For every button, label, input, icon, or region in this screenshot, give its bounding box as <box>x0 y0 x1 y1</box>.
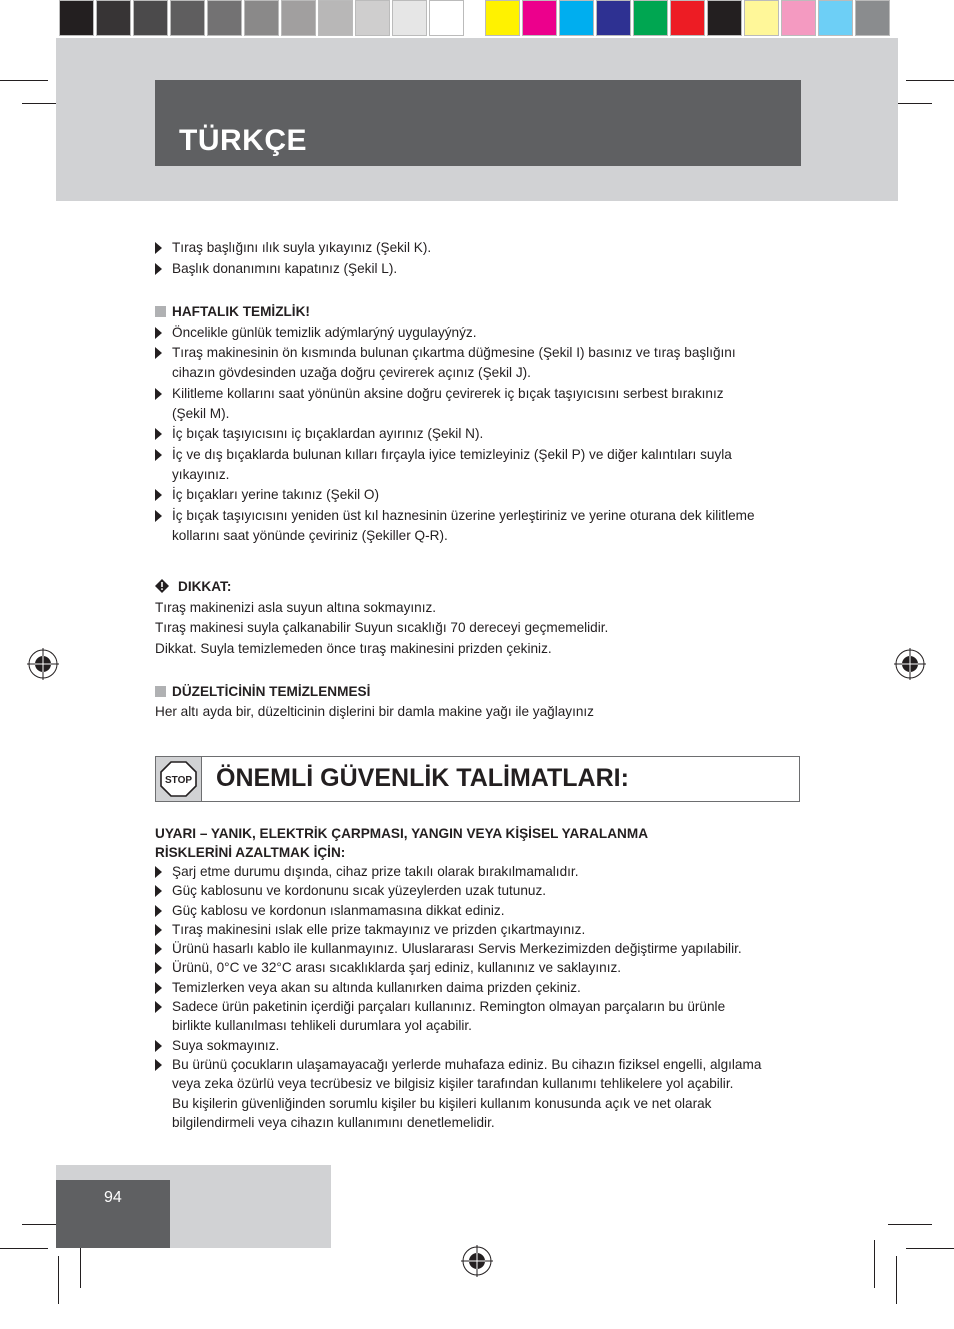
arrow-bullet-icon <box>155 885 162 897</box>
color-swatch <box>485 0 520 36</box>
list-item-line: Öncelikle günlük temizlik adýmlarýný uygulayýnýz. <box>172 324 477 340</box>
arrow-bullet-icon <box>155 982 162 994</box>
list-item-line: (Şekil M). <box>172 405 230 421</box>
color-swatch <box>207 0 242 36</box>
list-item-line: Ürünü, 0°C ve 32°C arası sıcaklıklarda şarj ediniz, kullanınız ve saklayınız. <box>172 960 622 976</box>
page-title: TÜRKÇE <box>179 124 307 157</box>
list-item-line: Şarj etme durumu dışında, cihaz prize takılı olarak bırakılmamalıdır. <box>172 864 579 879</box>
color-swatch <box>781 0 816 36</box>
warning-heading: UYARI – YANIK, ELEKTRİK ÇARPMASI, YANGIN VEYA KİŞİSEL YARALANMA RİSKLERİNİ AZALTMAK İÇİN: <box>155 826 649 860</box>
arrow-bullet-icon <box>155 347 162 359</box>
list-item <box>155 424 805 444</box>
list-item <box>155 920 815 939</box>
stop-sign-cell <box>156 757 202 801</box>
registration-mark-icon <box>894 648 926 680</box>
list-item-line: Bu ürünü çocukların ulaşamayacağı yerlerde muhafaza ediniz. Bu cihazın fiziksel engelli, algılama <box>172 1056 762 1072</box>
list-item-line: cihazın gövdesinden uzağa doğru çevirerek açınız (Şekil J). <box>172 365 531 381</box>
list-item-line: veya zeka özürlü veya tecrübesiz ve bilgisiz kişiler tarafından kullanımı tehlikelere yol açabilir. <box>172 1076 734 1092</box>
list-item-line: Tıraş makinesinin ön kısmında bulunan çıkartma düğmesine (Şekil I) basınız ve tıraş başlığını <box>172 345 736 361</box>
section-heading: HAFTALIK TEMİZLİK! <box>155 302 805 322</box>
color-swatch <box>59 0 94 36</box>
list-item-line: yıkayınız. <box>172 466 230 482</box>
list-item <box>155 323 805 343</box>
trimmer-text: Her altı ayda bir, düzelticinin dişlerini bir damla makine yağı ile yağlayınız <box>155 703 594 719</box>
list-item <box>155 978 815 997</box>
color-swatch <box>596 0 631 36</box>
list-item-line: Güç kablosunu ve kordonunu sıcak yüzeylerden uzak tutunuz. <box>172 883 547 899</box>
list-item-line: Ürünü hasarlı kablo ile kullanmayınız. Uluslararası Servis Merkezimizden değiştirme yapılabilir. <box>172 941 742 957</box>
caution-line: Tıraş makinesi suyla çalkanabilir Suyun sıcaklığı 70 dereceyi geçmemelidir. <box>155 620 609 636</box>
registration-mark-icon <box>27 648 59 680</box>
color-swatch <box>318 0 353 36</box>
list-item <box>155 1055 815 1132</box>
safety-bullet-list <box>155 862 815 1132</box>
arrow-bullet-icon <box>155 242 162 254</box>
color-swatch <box>855 0 890 36</box>
color-swatch <box>170 0 205 36</box>
color-swatch <box>522 0 557 36</box>
page-number: 94 <box>104 1189 122 1206</box>
registration-mark-icon <box>461 1245 493 1277</box>
color-swatch <box>392 0 427 36</box>
list-item <box>155 485 805 505</box>
list-item <box>155 506 805 545</box>
page-number-box <box>56 1180 170 1248</box>
list-item-line: Bu kişilerin güvenliğinden sorumlu kişiler bu kişileri kullanım konusunda açık ve net olarak <box>172 1095 712 1111</box>
list-item <box>155 343 805 382</box>
arrow-bullet-icon <box>155 449 162 461</box>
safety-title: ÖNEMLİ GÜVENLİK TALİMATLARI: <box>216 764 629 792</box>
square-bullet-icon <box>155 306 166 317</box>
list-item <box>155 901 815 920</box>
color-swatch <box>244 0 279 36</box>
list-item <box>155 881 815 900</box>
warning-icon <box>155 579 169 593</box>
color-swatch <box>707 0 742 36</box>
list-item: Tıraş başlığını ılık suyla yıkayınız (Şekil K). <box>155 238 805 258</box>
list-item <box>155 997 815 1036</box>
caution-line: Tıraş makinenizi asla suyun altına sokmayınız. <box>155 599 437 615</box>
color-swatch <box>133 0 168 36</box>
arrow-bullet-icon <box>155 1040 162 1052</box>
arrow-bullet-icon <box>155 1001 162 1013</box>
list-item-line: Güç kablosu ve kordonun ıslanmamasına dikkat ediniz. <box>172 902 505 918</box>
color-swatch <box>559 0 594 36</box>
arrow-bullet-icon <box>155 1059 162 1071</box>
color-swatch <box>281 0 316 36</box>
list-item: Başlık donanımını kapatınız (Şekil L). <box>155 259 805 279</box>
list-item-line: Kilitleme kollarını saat yönünün aksine doğru çevirerek iç bıçak taşıyıcısını serbest bırakınız <box>172 385 724 401</box>
stop-sign-label: STOP <box>164 775 193 786</box>
list-item-line: İç ve dış bıçaklarda bulunan kılları fırçayla iyice temizleyiniz (Şekil P) ve diğer kalıntıları suyla <box>172 446 732 462</box>
list-item-line: kollarını saat yönünde çeviriniz (Şekiller Q-R). <box>172 527 448 543</box>
color-swatch <box>429 0 464 36</box>
caution-heading: DIKKAT: <box>155 577 805 597</box>
list-item <box>155 939 815 958</box>
section-heading: DÜZELTİCİNİN TEMİZLENMESİ <box>155 682 805 702</box>
arrow-bullet-icon <box>155 924 162 936</box>
list-item <box>155 445 805 484</box>
list-item-line: bilgilendirmeli veya cihazın kullanımını denetlemelidir. <box>172 1114 495 1130</box>
arrow-bullet-icon <box>155 263 162 275</box>
trimmer-cleaning-section <box>155 682 805 721</box>
list-item-line: Suya sokmayınız. <box>172 1037 280 1053</box>
color-swatch <box>96 0 131 36</box>
grayscale-calibration-bar <box>59 0 466 38</box>
list-item <box>155 862 815 881</box>
caution-section <box>155 577 805 659</box>
color-swatch <box>744 0 779 36</box>
arrow-bullet-icon <box>155 327 162 339</box>
list-item <box>155 958 815 977</box>
arrow-bullet-icon <box>155 489 162 501</box>
list-item-line: Tıraş makinesini ıslak elle prize takmayınız ve prizden çıkartmayınız. <box>172 921 586 937</box>
arrow-bullet-icon <box>155 905 162 917</box>
arrow-bullet-icon <box>155 510 162 522</box>
list-item <box>155 1036 815 1055</box>
arrow-bullet-icon <box>155 388 162 400</box>
color-swatch <box>633 0 668 36</box>
caution-line: Dikkat. Suyla temizlemeden önce tıraş makinesini prizden çekiniz. <box>155 641 552 657</box>
color-swatch <box>355 0 390 36</box>
arrow-bullet-icon <box>155 943 162 955</box>
intro-bullet-list <box>155 238 805 278</box>
list-item-line: İç bıçak taşıyıcısını iç bıçaklardan ayırınız (Şekil N). <box>172 426 484 442</box>
list-item-line: Sadece ürün paketinin içerdiği parçaları kullanınız. Remington olmayan parçaların bu ürünle <box>172 999 726 1015</box>
list-item-line: İç bıçakları yerine takınız (Şekil O) <box>172 487 379 503</box>
list-item-line: Temizlerken veya akan su altında kullanırken daima prizden çekiniz. <box>172 979 581 995</box>
weekly-bullet-list <box>155 323 805 546</box>
color-swatch <box>818 0 853 36</box>
list-item-line: İç bıçak taşıyıcısını yeniden üst kıl haznesinin üzerine yerleştiriniz ve yerine oturana dek kilitleme <box>172 508 755 524</box>
stop-sign-icon <box>156 757 201 801</box>
safety-section <box>155 824 815 1132</box>
arrow-bullet-icon <box>155 428 162 440</box>
safety-heading-box <box>155 756 800 802</box>
arrow-bullet-icon <box>155 962 162 974</box>
arrow-bullet-icon <box>155 866 162 878</box>
color-swatch <box>670 0 705 36</box>
square-bullet-icon <box>155 686 166 697</box>
header-title-box <box>155 80 801 166</box>
list-item-line: birlikte kullanılması tehlikeli durumlara yol açabilir. <box>172 1018 472 1034</box>
list-item <box>155 384 805 423</box>
weekly-cleaning-section <box>155 302 805 545</box>
color-calibration-bar <box>485 0 892 38</box>
